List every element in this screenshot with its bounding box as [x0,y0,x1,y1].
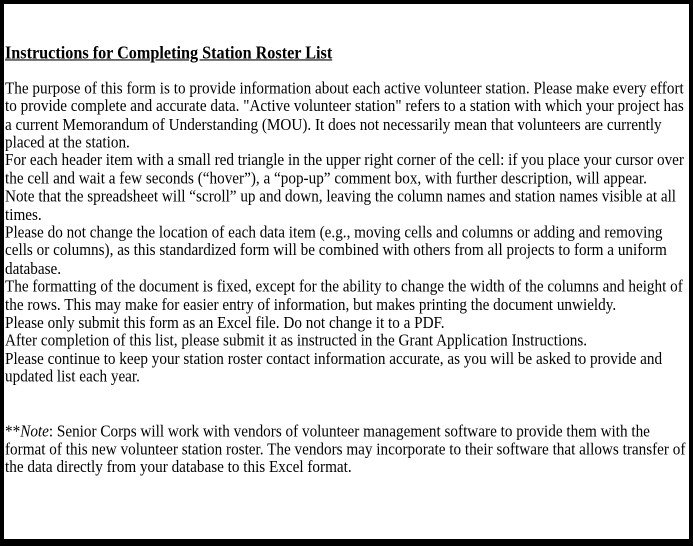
instruction-paragraph-scroll: Note that the spreadsheet will “scroll” up and down, leaving the column names and station names visible at all times. [5,187,677,225]
instruction-paragraph-keep-accurate: Please continue to keep your station roster contact information accurate, as you will be asked to provide and updated list each year. [5,349,663,387]
note-text: : Senior Corps will work with vendors of volunteer management software to provide them with the format of this new volunteer station roster. The vendors may incorporate to their software that allows transfer of the data directly from your database to this Excel format. [5,421,686,477]
note-prefix: ** [5,421,21,441]
instruction-paragraph-hover-comment: For each header item with a small red triangle in the upper right corner of the cell: if you place your cursor over the cell and wait a few seconds (“hover”), a “pop-up” comment box, with further description, will appear. [5,151,684,188]
instruction-paragraph-submission: After completion of this list, please submit it as instructed in the Grant Application Instructions. [5,331,588,351]
instruction-paragraph-formatting-fixed: The formatting of the document is fixed, except for the ability to change the width of the columns and height of the rows. This may make for easier entry of information, but makes printing the document unwieldy. [5,277,683,315]
document-content [5,44,689,477]
instruction-paragraph-purpose: The purpose of this form is to provide information about each active volunteer station. Please make every effort to provide complete and accurate data. "Active volunteer station" refers to a station with which your project has a current Memorandum of Understanding (MOU). It does not necessarily mean that volunteers are currently placed at the station. [5,78,684,152]
instruction-paragraph-excel-only: Please only submit this form as an Excel file. Do not change it to a PDF. [5,313,445,333]
note-paragraph [5,423,689,477]
instruction-paragraph-do-not-move-cells: Please do not change the location of each data item (e.g., moving cells and columns or adding and removing cells or columns), as this standardized form will be combined with others from all projects to form a uniform database. [5,223,667,279]
note-emphasis-word: Note [20,421,49,441]
document-title: Instructions for Completing Station Roster List [5,42,333,63]
